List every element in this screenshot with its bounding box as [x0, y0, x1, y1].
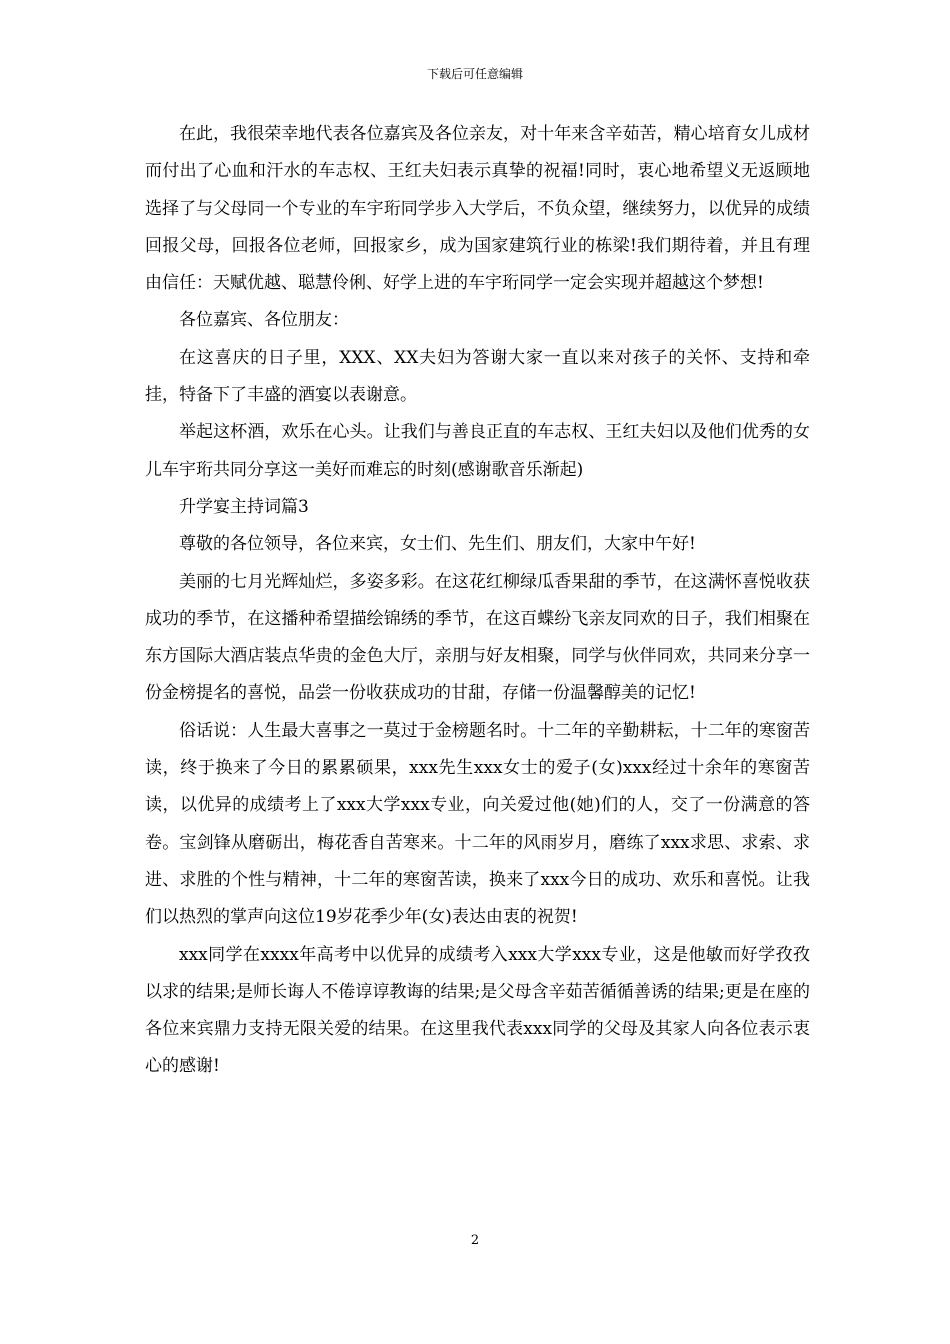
paragraph: 美丽的七月光辉灿烂，多姿多彩。在这花红柳绿瓜香果甜的季节，在这满怀喜悦收获成功的季节，在这播种希望描绘锦绣的季节，在这百蝶纷飞亲友同欢的日子，我们相聚在东方国际大酒店装点华贵的金色大厅，亲朋与好友相聚，同学与伙伴同欢，共同来分享一份金榜提名的喜悦，品尝一份收获成功的甘甜，存储一份温馨醇美的记忆!: [145, 571, 810, 704]
paragraph: 尊敬的各位领导，各位来宾，女士们、先生们、朋友们，大家中午好!: [179, 534, 696, 555]
paragraph: 在这喜庆的日子里，XXX、XX夫妇为答谢大家一直以来对孩子的关怀、支持和牵挂，特备下了丰盛的酒宴以表谢意。: [145, 347, 810, 406]
document-body: [145, 116, 810, 1086]
paragraph: 举起这杯酒，欢乐在心头。让我们与善良正直的车志权、王红夫妇以及他们优秀的女儿车宇珩共同分享这一美好而难忘的时刻(感谢歌音乐渐起): [145, 422, 810, 480]
paragraph: 俗话说：人生最大喜事之一莫过于金榜题名时。十二年的辛勤耕耘，十二年的寒窗苦读，终于换来了今日的累累硕果，xxx先生xxx女士的爱子(女)xxx经过十余年的寒窗苦读，以优异的成绩考上了xxx大学xxx专业，向关爱过他(她)们的人，交了一份满意的答卷。宝剑锋从磨砺出，梅花香自苦寒来。十二年的风雨岁月，磨练了xxx求思、求索、求进、求胜的个性与精神，十二年的寒窗苦读，换来了xxx今日的成功、欢乐和喜悦。让我们以热烈的掌声向这位19岁花季少年(女)表达由衷的祝贺!: [145, 720, 810, 928]
page-number: 2: [470, 1233, 480, 1248]
paragraph: xxx同学在xxxx年高考中以优异的成绩考入xxx大学xxx专业，这是他敏而好学孜孜以求的结果;是师长诲人不倦谆谆教诲的结果;是父母含辛茹苦循循善诱的结果;更是在座的各位来宾鼎力支持无限关爱的结果。在这里我代表xxx同学的父母及其家人向各位表示衷心的感谢!: [145, 944, 810, 1077]
paragraph: 在此，我很荣幸地代表各位嘉宾及各位亲友，对十年来含辛茹苦，精心培育女儿成材而付出了心血和汗水的车志权、王红夫妇表示真挚的祝福!同时，衷心地希望义无返顾地选择了与父母同一个专业的车宇珩同学步入大学后，不负众望，继续努力，以优异的成绩回报父母，回报各位老师，回报家乡，成为国家建筑行业的栋梁!我们期待着，并且有理由信任：天赋优越、聪慧伶俐、好学上进的车宇珩同学一定会实现并超越这个梦想!: [145, 124, 810, 294]
paragraph: 各位嘉宾、各位朋友：: [179, 310, 349, 331]
page-header-note: 下载后可任意编辑: [426, 67, 523, 81]
section-heading: 升学宴主持词篇3: [179, 496, 309, 517]
